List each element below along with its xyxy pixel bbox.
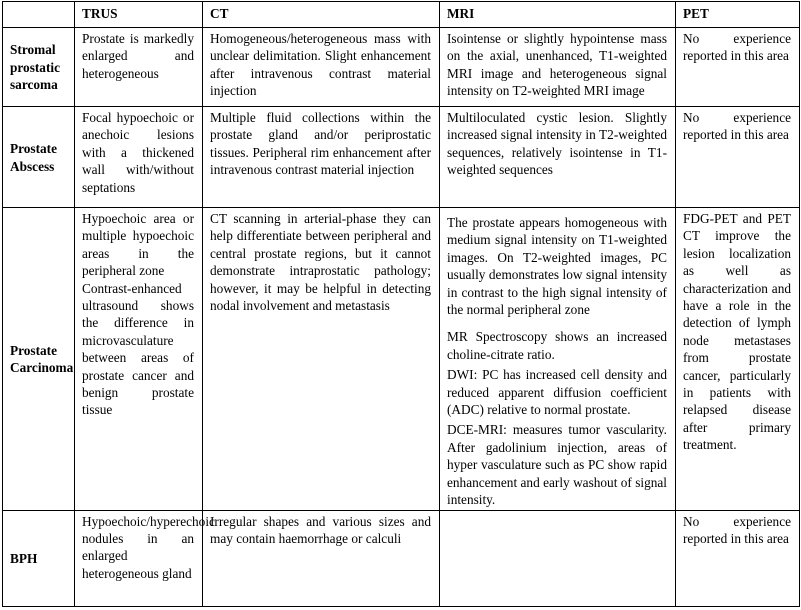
ct-cell	[203, 107, 440, 208]
pet-text: No experience reported in this area	[683, 31, 791, 64]
pet-cell	[676, 208, 800, 511]
header-ct: CT	[203, 2, 440, 28]
row-label: BPH	[3, 510, 75, 606]
mri-text: Isointense or slightly hypointense mass on the axial, unenhanced, T1-weighted MRI image and heterogeneous signal intensity on T2-weighted MRI image	[447, 31, 667, 99]
trus-cell	[75, 208, 203, 511]
header-trus: TRUS	[75, 2, 203, 28]
trus-text: Prostate is markedly enlarged and heterogeneous	[82, 31, 194, 81]
ct-cell	[203, 510, 440, 606]
header-mri: MRI	[440, 2, 676, 28]
mri-cell	[440, 107, 676, 208]
trus-text: Focal hypoechoic or anechoic lesions with a thickened wall with/without septations	[82, 110, 194, 195]
mri-text: MR Spectroscopy shows an increased choline-citrate ratio.	[447, 329, 667, 362]
mri-cell	[440, 208, 676, 511]
pet-cell	[676, 510, 800, 606]
table-row	[3, 208, 800, 511]
trus-text: Hypoechoic/hyperechoic nodules in an enlarged heterogeneous gland	[82, 513, 215, 581]
header-empty	[3, 2, 75, 28]
row-label: Stromal prostatic sarcoma	[3, 28, 75, 107]
table-row	[3, 28, 800, 107]
mri-text: DWI: PC has increased cell density and reduced apparent diffusion coefficient (ADC) relative to normal prostate.	[447, 367, 667, 418]
row-label: Prostate Abscess	[3, 107, 75, 208]
trus-cell	[75, 107, 203, 208]
ct-cell	[203, 208, 440, 511]
mri-cell	[440, 28, 676, 107]
pet-cell	[676, 28, 800, 107]
mri-text: Multiloculated cystic lesion. Slightly increased signal intensity in T2-weighted sequences, relatively isointense in T1-weighted sequences	[447, 110, 667, 178]
row-label: Prostate Carcinoma	[3, 208, 75, 511]
pet-cell	[676, 107, 800, 208]
ct-text: CT scanning in arterial-phase they can help differentiate between peripheral and central prostate regions, but it cannot demonstrate intraprostatic pathology; however, it may be helpful in detecting nodal involvement and metastasis	[210, 211, 431, 314]
table-row	[3, 107, 800, 208]
trus-cell	[75, 28, 203, 107]
mri-text: The prostate appears homogeneous with medium signal intensity on T1-weighted images. On T2-weighted images, PC usually demonstrates low signal intensity in contrast to the high signal intensity of the normal peripheral zone	[447, 215, 667, 318]
ct-text: Homogeneous/heterogeneous mass with unclear delimitation. Slight enhancement after intravenous contrast material injection	[210, 31, 431, 99]
ct-text: Irregular shapes and various sizes and may contain haemorrhage or calculi	[210, 513, 431, 546]
ct-text: Multiple fluid collections within the prostate gland and/or periprostatic tissues. Peripheral rim enhancement after intravenous contrast material injection	[210, 110, 431, 178]
mri-cell	[440, 510, 676, 606]
pet-text: No experience reported in this area	[683, 513, 791, 546]
pet-text: No experience reported in this area	[683, 110, 791, 143]
trus-text: Hypoechoic area or multiple hypoechoic areas in the peripheral zone	[82, 211, 194, 279]
mri-text: DCE-MRI: measures tumor vascularity. After gadolinium injection, areas of hyper vasculature such as PC show rapid enhancement and early washout of signal intensity.	[447, 422, 667, 508]
pet-text: FDG-PET and PET CT improve the lesion localization as well as characterization and have a role in the detection of lymph node metastases from prostate cancer, particularly in patients with relapsed disease after primary treatment.	[683, 211, 791, 453]
trus-text: Contrast-enhanced ultrasound shows the difference in microvasculature between areas of prostate cancer and benign prostate tissue	[82, 280, 194, 418]
table-row	[3, 510, 800, 606]
header-row	[3, 2, 800, 28]
imaging-comparison-table	[2, 1, 800, 607]
trus-cell	[75, 510, 215, 606]
header-pet: PET	[676, 2, 800, 28]
ct-cell	[203, 28, 440, 107]
